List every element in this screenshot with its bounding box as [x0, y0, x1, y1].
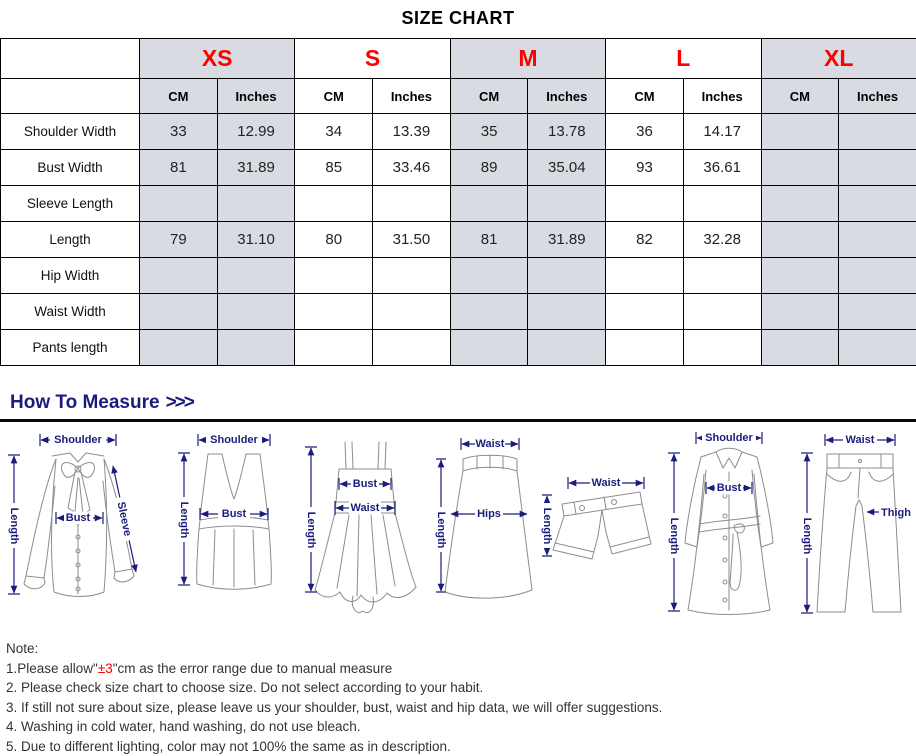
bust-label: Bust [222, 508, 247, 520]
bust-label: Bust [66, 512, 91, 524]
value-cell [839, 186, 916, 222]
value-cell: 85 [295, 150, 373, 186]
unit-header: Inches [839, 79, 916, 114]
measurement-diagrams [0, 426, 916, 631]
value-cell [450, 186, 528, 222]
row-label: Sleeve Length [1, 186, 140, 222]
value-cell [217, 330, 295, 366]
value-cell [217, 186, 295, 222]
value-cell [606, 186, 684, 222]
value-cell [217, 258, 295, 294]
value-cell: 33.46 [373, 150, 451, 186]
unit-header: CM [140, 79, 218, 114]
value-cell: 34 [295, 114, 373, 150]
thigh-label: Thigh [881, 507, 911, 519]
row-label: Length [1, 222, 140, 258]
triple-arrow-icon: >>> [166, 392, 193, 414]
size-header-s: S [295, 39, 450, 79]
length-label: Length [305, 512, 317, 549]
value-cell [373, 186, 451, 222]
value-cell [528, 258, 606, 294]
row-label: Pants length [1, 330, 140, 366]
value-cell [295, 186, 373, 222]
pants-diagram [795, 426, 911, 631]
value-cell: 35 [450, 114, 528, 150]
unit-header: Inches [373, 79, 451, 114]
value-cell [528, 294, 606, 330]
size-header-l: L [606, 39, 761, 79]
waist-label: Waist [846, 434, 875, 446]
length-label: Length [801, 518, 813, 555]
length-label: Length [435, 512, 447, 549]
note-line-1: 1.Please allow"±3"cm as the error range due to manual measure [6, 659, 916, 679]
value-cell [140, 294, 218, 330]
value-cell: 13.39 [373, 114, 451, 150]
size-header-m: M [450, 39, 605, 79]
value-cell [839, 294, 916, 330]
value-cell: 79 [140, 222, 218, 258]
value-cell [683, 330, 761, 366]
value-cell [373, 258, 451, 294]
unit-header: Inches [683, 79, 761, 114]
value-cell [761, 222, 839, 258]
hips-label: Hips [477, 508, 501, 520]
size-header-xs: XS [140, 39, 295, 79]
table-row [1, 186, 916, 222]
value-cell [761, 150, 839, 186]
coat-diagram [660, 426, 795, 631]
unit-header: CM [761, 79, 839, 114]
value-cell [140, 258, 218, 294]
note-line-4: 4. Washing in cold water, hand washing, do not use bleach. [6, 717, 916, 737]
row-label: Hip Width [1, 258, 140, 294]
value-cell [606, 330, 684, 366]
value-cell [140, 330, 218, 366]
value-cell: 80 [295, 222, 373, 258]
table-row [1, 150, 916, 186]
value-cell [839, 150, 916, 186]
section-divider [0, 419, 916, 422]
value-cell [761, 186, 839, 222]
shorts-diagram [540, 426, 660, 631]
skirt-diagram [435, 426, 540, 631]
value-cell: 36.61 [683, 150, 761, 186]
length-label: Length [178, 502, 190, 539]
length-label: Length [668, 518, 680, 555]
value-cell [295, 258, 373, 294]
value-cell: 81 [450, 222, 528, 258]
value-cell [606, 258, 684, 294]
notes-section [6, 639, 916, 756]
unit-header: Inches [528, 79, 606, 114]
value-cell [606, 294, 684, 330]
table-row [1, 222, 916, 258]
value-cell [761, 258, 839, 294]
table-row [1, 258, 916, 294]
bust-label: Bust [353, 478, 378, 490]
waist-label: Waist [592, 477, 621, 489]
value-cell: 13.78 [528, 114, 606, 150]
unit-header: CM [450, 79, 528, 114]
tolerance-value: ±3 [98, 661, 113, 676]
page-title: SIZE CHART [0, 0, 916, 38]
row-label: Waist Width [1, 294, 140, 330]
note-line-2: 2. Please check size chart to choose size. Do not select according to your habit. [6, 678, 916, 698]
value-cell: 31.89 [217, 150, 295, 186]
value-cell [450, 330, 528, 366]
sleeve-label: Sleeve [115, 501, 134, 538]
value-cell [450, 294, 528, 330]
waist-label: Waist [351, 502, 380, 514]
value-cell [683, 294, 761, 330]
value-cell: 14.17 [683, 114, 761, 150]
value-cell [450, 258, 528, 294]
how-to-measure-title [10, 392, 916, 414]
table-row [1, 114, 916, 150]
value-cell [295, 330, 373, 366]
unit-header: CM [606, 79, 684, 114]
value-cell: 82 [606, 222, 684, 258]
notes-heading: Note: [6, 639, 916, 659]
value-cell [373, 330, 451, 366]
value-cell [839, 330, 916, 366]
length-label: Length [541, 508, 553, 545]
shoulder-label: Shoulder [210, 434, 258, 446]
how-to-measure-section [0, 392, 916, 631]
value-cell [683, 258, 761, 294]
how-to-measure-label: How To Measure [10, 392, 160, 414]
corner-cell [1, 79, 140, 114]
tank-top-diagram [170, 426, 295, 631]
value-cell [839, 258, 916, 294]
waist-label: Waist [476, 438, 505, 450]
value-cell: 31.50 [373, 222, 451, 258]
table-row [1, 294, 916, 330]
value-cell: 33 [140, 114, 218, 150]
blouse-diagram [0, 426, 170, 631]
value-cell: 31.10 [217, 222, 295, 258]
value-cell [528, 330, 606, 366]
table-row [1, 330, 916, 366]
dress-diagram [295, 426, 435, 631]
value-cell [839, 114, 916, 150]
corner-cell [1, 39, 140, 79]
value-cell: 31.89 [528, 222, 606, 258]
row-label: Shoulder Width [1, 114, 140, 150]
value-cell: 35.04 [528, 150, 606, 186]
row-label: Bust Width [1, 150, 140, 186]
value-cell: 89 [450, 150, 528, 186]
value-cell [761, 330, 839, 366]
value-cell [528, 186, 606, 222]
shoulder-label: Shoulder [54, 434, 102, 446]
value-cell [839, 222, 916, 258]
value-cell: 36 [606, 114, 684, 150]
value-cell [295, 294, 373, 330]
value-cell [373, 294, 451, 330]
unit-header: CM [295, 79, 373, 114]
value-cell [761, 114, 839, 150]
shoulder-label: Shoulder [705, 432, 753, 444]
unit-header: Inches [217, 79, 295, 114]
length-label: Length [8, 508, 20, 545]
value-cell: 81 [140, 150, 218, 186]
value-cell: 32.28 [683, 222, 761, 258]
note-line-5: 5. Due to different lighting, color may not 100% the same as in description. [6, 737, 916, 756]
size-chart-table [0, 38, 916, 366]
bust-label: Bust [717, 482, 742, 494]
note-line-3: 3. If still not sure about size, please leave us your shoulder, bust, waist and hip data, we will offer suggestions. [6, 698, 916, 718]
size-header-xl: XL [761, 39, 916, 79]
value-cell: 93 [606, 150, 684, 186]
value-cell [140, 186, 218, 222]
value-cell [217, 294, 295, 330]
value-cell: 12.99 [217, 114, 295, 150]
value-cell [761, 294, 839, 330]
value-cell [683, 186, 761, 222]
